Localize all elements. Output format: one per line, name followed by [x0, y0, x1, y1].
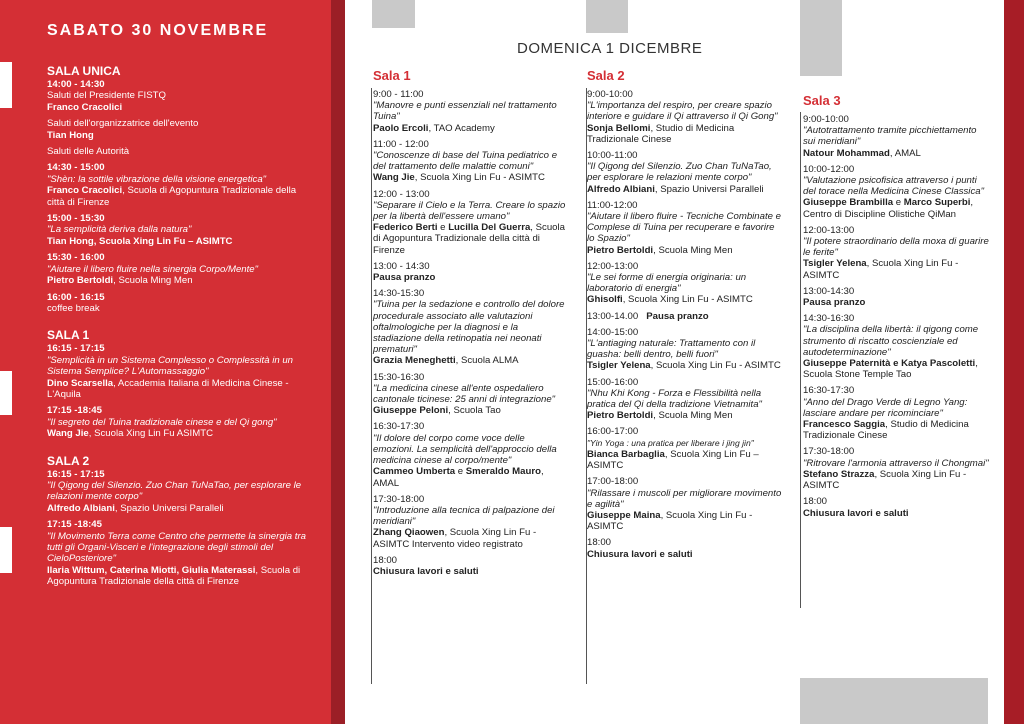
time-slot: 10:00-12:00 [803, 163, 855, 175]
speaker-line [47, 428, 309, 439]
affiliation: , Accademia Italiana di Medicina Cinese - L'Aquila [47, 377, 289, 400]
speaker-line [373, 405, 568, 416]
speaker-name: Federico Berti [373, 222, 438, 234]
decorative-tab [0, 527, 12, 573]
sala-1-heading: SALA 1 [47, 328, 90, 343]
affiliation: , Scuola di Agopuntura Tradizionale della città di Firenze [373, 222, 565, 256]
talk-title: "Il potere straordinario della moxa di guarire le ferite" [803, 236, 989, 259]
speaker-name: Marco Superbi [903, 197, 971, 209]
time-slot: 11:00 - 12:00 [373, 138, 429, 150]
time-slot: 17:15 -18:45 [47, 405, 102, 417]
talk-title: "La disciplina della libertà: il qigong come strumento di riscatto coscienziale ed autodeterminazione" [803, 324, 979, 358]
speaker-line [587, 510, 783, 532]
speaker-name: Zhang Qiaowen [373, 527, 445, 539]
talk-title: "La semplicità deriva dalla natura" [47, 224, 192, 236]
talk-title: "Il dolore del corpo come voce delle emozioni. La semplicità dell'approccio della medicina cinese al corpo/mente" [373, 432, 557, 467]
speaker-line [373, 123, 568, 134]
decorative-tab [0, 62, 12, 108]
decorative-strip [331, 0, 345, 724]
decorative-block [586, 0, 628, 33]
affiliation: , Studio di Medicina Tradizionale Cinese [587, 122, 735, 145]
time-slot: 18:00 [803, 496, 828, 508]
conjunction: e [437, 222, 449, 234]
sala-unica-heading: SALA UNICA [47, 64, 121, 78]
speaker-name: Giuseppe Peloni [373, 405, 449, 417]
time-slot: 17:15 -18:45 [47, 519, 102, 531]
speaker-name: Wang Jie [47, 428, 89, 440]
speaker-name: Paolo Ercoli [373, 122, 429, 134]
talk-title: "Shèn: la sottile vibrazione della visione energetica" [47, 173, 267, 185]
time-slot: 18:00 [373, 554, 398, 566]
speaker-name: Grazia Meneghetti [373, 355, 456, 367]
talk-title: "L'importanza del respiro, per creare spazio interiore e guidare il Qi attraverso il Qi Gong" [587, 100, 778, 123]
time-slot: 15:30 - 16:00 [47, 252, 105, 264]
speaker-name: Tian Hong, Scuola Xing Lin Fu – ASIMTC [47, 235, 233, 247]
time-slot: 9:00-10:00 [803, 114, 849, 125]
speaker-name: Cammeo Umberta [373, 466, 456, 478]
speaker-name: Giuseppe Brambilla [803, 197, 894, 209]
time-slot: 13:00 - 14:30 [373, 260, 430, 272]
time-slot: 15:00-16:00 [587, 376, 639, 388]
time-slot: 15:30-16:30 [373, 371, 425, 383]
affiliation: , AMAL [373, 466, 544, 489]
program-line: Saluti del Presidente FISTQ [47, 90, 166, 102]
sala-3-column [803, 93, 989, 519]
speaker-name: Tian Hong [47, 129, 94, 141]
speaker-line [373, 222, 568, 256]
column-divider [371, 88, 372, 684]
speaker-name: Franco Cracolici [47, 101, 123, 113]
speaker-name: Tsigler Yelena [587, 360, 651, 372]
speaker-name: Franco Cracolici [47, 185, 123, 197]
time-slot: 16:00 - 16:15 [47, 291, 105, 303]
talk-title: "Aiutare il libero fluire nella sinergia Corpo/Mente" [47, 263, 259, 275]
speaker-line [803, 197, 989, 219]
time-slot: 14:00 - 14:30 [47, 79, 105, 90]
speaker-line [47, 275, 309, 286]
time-slot: 14:30 - 15:00 [47, 162, 105, 174]
time-slot: 12:00 - 13:00 [373, 188, 430, 200]
talk-title: "Manovre e punti essenziali nel trattamento Tuina" [373, 100, 557, 123]
time-slot: 17:30-18:00 [803, 446, 855, 458]
talk-title: "Valutazione psicofisica attraverso i punti del torace nella Medicina Cinese Classica" [803, 175, 984, 198]
affiliation: , Scuola Xing Lin Fu – ASIMTC [587, 448, 759, 472]
sala-2-heading: SALA 2 [47, 453, 90, 468]
conjunction: e [893, 197, 904, 209]
affiliation: , Scuola Xing Lin Fu - ASIMTC [650, 360, 781, 372]
sala-1-column [373, 68, 568, 577]
time-slot: 16:15 - 17:15 [47, 343, 105, 355]
speaker-name: Alfredo Albiani [587, 183, 655, 195]
affiliation: , Scuola Xing Lin Fu - ASIMTC [622, 294, 753, 306]
talk-title: "Il Movimento Terra come Centro che permette la sinergia tra tutti gli Organi-Visceri e l'integrazione degli stimoli del CieloPosteriore" [47, 530, 306, 565]
speaker-name: Ilaria Wittum, Caterina Miotti, Giulia Materassi [47, 564, 256, 576]
affiliation: , Scuola Ming Men [653, 410, 733, 422]
time-slot: 17:30-18:00 [373, 493, 425, 505]
talk-title: "Autotrattamento tramite picchiettamento sui meridiani" [803, 125, 977, 148]
time-slot: 11:00-12:00 [587, 199, 638, 211]
affiliation: , Scuola Xing Lin Fu - ASIMTC [587, 509, 753, 533]
decorative-block [372, 0, 415, 28]
time-slot: 16:00-17:00 [587, 426, 639, 438]
speaker-line [373, 466, 568, 488]
time-slot: 12:00-13:00 [803, 224, 855, 236]
speaker-line [373, 355, 568, 366]
talk-title: "Ritrovare l'armonia attraverso il Chongmai" [803, 457, 989, 469]
talk-title: "Separare il Cielo e la Terra. Creare lo spazio per la libertà dell'essere umano" [373, 199, 566, 223]
speaker-name: Ghisolfi [587, 294, 623, 306]
talk-title: "Yin Yoga : una pratica per liberare i jing jin" [587, 437, 754, 448]
saturday-program [47, 63, 309, 588]
time-slot: 9:00 - 11:00 [373, 89, 424, 100]
speaker-line [47, 378, 309, 401]
speaker-line [803, 419, 989, 441]
break-line [587, 311, 783, 322]
speaker-name: Pietro Bertoldi [587, 410, 654, 422]
speaker-name: Natour Mohammad [803, 147, 890, 159]
time-slot: 18:00 [587, 537, 612, 549]
speaker-line [587, 184, 783, 195]
speaker-name: Pietro Bertoldi [587, 244, 654, 256]
speaker-name: Sonja Bellomi [587, 122, 651, 134]
time-slot: 14:30-15:30 [373, 288, 425, 300]
talk-title: "Le sei forme di energia originaria: un laboratorio di energia" [587, 272, 747, 295]
speaker-line [803, 358, 989, 380]
time-slot: 16:30-17:30 [373, 421, 425, 433]
speaker-name: Dino Scarsella [47, 377, 114, 389]
talk-title: "La medicina cinese all'ente ospedaliero cantonale ticinese: 25 anni di integrazione" [373, 382, 556, 406]
affiliation: , Scuola Xing Lin Fu - ASIMTC Intervento video registrato [373, 527, 537, 550]
sala-1-heading: Sala 1 [373, 68, 411, 83]
speaker-name: Smeraldo Mauro [465, 466, 541, 478]
affiliation: , Scuola Stone Temple Tao [803, 358, 978, 381]
speaker-line [47, 565, 309, 588]
affiliation: , Scuola di Agopuntura Tradizionale della città di Firenze [47, 185, 297, 208]
speaker-name: Tsigler Yelena [803, 258, 867, 270]
break-label: Pausa pranzo [373, 272, 436, 284]
affiliation: , Scuola Ming Men [113, 275, 193, 287]
affiliation: , Scuola di Agopuntura Tradizionale della città di Firenze [47, 564, 301, 588]
speaker-line [587, 449, 783, 471]
talk-title: "L'antiaging naturale: Trattamento con il guasha: belli dentro, belli fuori" [587, 338, 756, 361]
talk-title: "Introduzione alla tecnica di palpazione dei meridiani" [373, 504, 555, 528]
speaker-line [587, 245, 783, 256]
speaker-line [47, 185, 309, 208]
speaker-line [587, 123, 783, 145]
speaker-line [373, 527, 568, 549]
talk-title: "Il segreto del Tuina tradizionale cinese e del Qi gong" [47, 416, 277, 428]
time-slot: 14:30-16:30 [803, 313, 855, 325]
speaker-line [803, 148, 989, 159]
closing-label: Chiusura lavori e saluti [803, 507, 909, 519]
talk-title: "Rilassare i muscoli per migliorare movimento e agilità" [587, 487, 782, 510]
speaker-line [587, 294, 783, 305]
saturday-title: SABATO 30 NOVEMBRE [47, 22, 269, 39]
talk-title: "Il Qigong del Silenzio. Zuo Chan TuNaTao, per esplorare le relazioni mente corpo" [587, 161, 772, 184]
speaker-name: Stefano Strazza [803, 468, 875, 480]
time-slot: 16:15 - 17:15 [47, 468, 105, 480]
speaker-line [373, 172, 568, 183]
decorative-strip [1004, 0, 1024, 724]
saturday-panel [0, 0, 331, 724]
speaker-name: Francesco Saggia [803, 419, 886, 431]
speaker-line [587, 410, 783, 421]
speaker-name: Pietro Bertoldi [47, 275, 114, 287]
decorative-tab [0, 371, 12, 415]
sala-2-column [587, 68, 783, 560]
affiliation: , Scuola Xing Lin Fu ASIMTC [88, 428, 214, 440]
column-divider [800, 112, 801, 608]
sala-2-heading: Sala 2 [587, 68, 625, 83]
affiliation: , Scuola Tao [448, 405, 501, 417]
affiliation: , Spazio Universi Paralleli [114, 502, 224, 514]
speaker-line [803, 258, 989, 280]
affiliation: , Studio di Medicina Tradizionale Cinese [803, 419, 969, 442]
affiliation: , AMAL [889, 147, 921, 159]
time-slot: 15:00 - 15:30 [47, 213, 105, 225]
talk-title: "Tuina per la sedazione e controllo del dolore procedurale associato alle valutazioni oftalmologiche per la diagnosi e la stadiazione della retinopatia nei neonati prematuri" [373, 299, 565, 356]
affiliation: , Scuola Ming Men [653, 244, 733, 256]
program-line: Saluti delle Autorità [47, 146, 130, 158]
talk-title: "Conoscenze di base del Tuina pediatrico e del trattamento delle malattie comuni" [373, 150, 558, 173]
speaker-name: Giuseppe Paternità e Katya Pascoletti [803, 358, 976, 370]
program-line: coffee break [47, 302, 100, 314]
talk-title: "Nhu Khi Kong - Forza e Flessibilità nella pratica del Qi della tradizione Vietnamita" [587, 387, 762, 411]
affiliation: , TAO Academy [428, 122, 495, 134]
affiliation: , Centro di Discipline Olistiche QiMan [803, 197, 974, 220]
talk-title: "Anno del Drago Verde di Legno Yang: lasciare andare per ricominciare" [803, 396, 968, 419]
decorative-block [800, 678, 988, 724]
talk-title: "Semplicità in un Sistema Complesso o Complessità in un Sistema Semplice? L'Automassaggio" [47, 354, 294, 378]
break-label: Pausa pranzo [646, 310, 709, 322]
time-slot: 9:00-10:00 [587, 89, 633, 100]
closing-label: Chiusura lavori e saluti [587, 548, 693, 560]
speaker-name: Bianca Barbaglia [587, 448, 665, 460]
speaker-line [587, 360, 783, 371]
speaker-name: Giuseppe Maina [587, 509, 661, 521]
speaker-name: Alfredo Albiani [47, 502, 115, 514]
break-label: Pausa pranzo [803, 297, 866, 309]
affiliation: , Scuola ALMA [455, 355, 519, 367]
program-line: Saluti dell'organizzatrice dell'evento [47, 118, 199, 130]
decorative-block [800, 0, 842, 76]
time-slot: 10:00-11:00 [587, 150, 638, 162]
sunday-title: DOMENICA 1 DICEMBRE [517, 40, 703, 57]
speaker-name: Wang Jie [373, 172, 415, 184]
affiliation: , Scuola Xing Lin Fu - ASIMTC [803, 468, 967, 492]
time-slot: 14:00-15:00 [587, 326, 639, 338]
closing-label: Chiusura lavori e saluti [373, 565, 479, 577]
talk-title: "Il Qigong del Silenzio. Zuo Chan TuNaTao, per esplorare le relazioni mente corpo" [47, 479, 302, 503]
time-slot: 12:00-13:00 [587, 260, 639, 272]
affiliation: , Scuola Xing Lin Fu - ASIMTC [414, 172, 545, 184]
affiliation: , Scuola Xing Lin Fu - ASIMTC [803, 258, 959, 281]
speaker-line [803, 469, 989, 491]
time-slot: 16:30-17:30 [803, 385, 855, 397]
time-slot: 17:00-18:00 [587, 476, 639, 488]
time-slot: 13:00-14:30 [803, 285, 855, 297]
speaker-line [47, 503, 309, 514]
sala-3-heading: Sala 3 [803, 93, 841, 108]
affiliation: , Spazio Universi Paralleli [654, 183, 764, 195]
conjunction: e [455, 466, 466, 478]
talk-title: "Aiutare il libero fluire - Tecniche Combinate e Complese di Tuina per recuperare e favorire lo Spazio" [587, 211, 781, 245]
time-slot: 13:00-14.00 [587, 310, 639, 322]
speaker-name: Lucilla Del Guerra [448, 222, 531, 234]
